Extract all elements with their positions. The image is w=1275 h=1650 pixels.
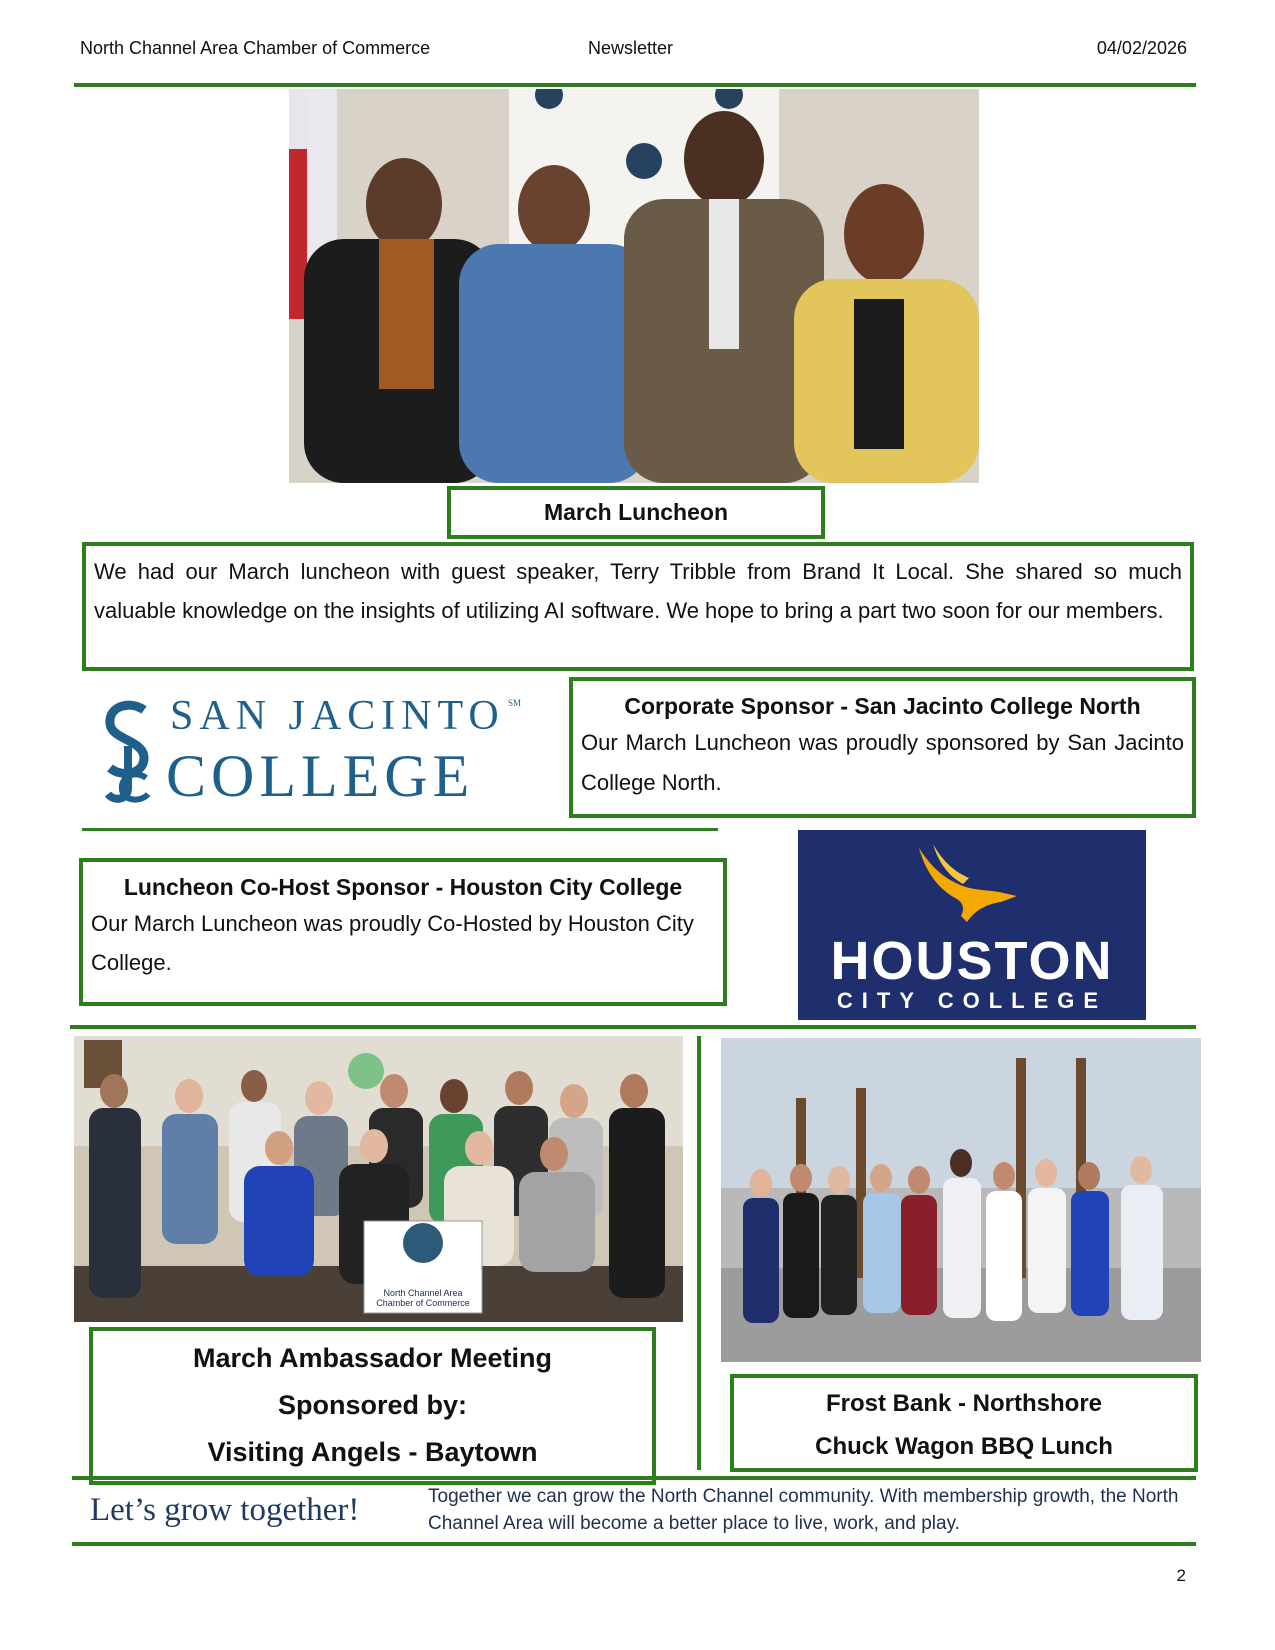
chamber-sign-line2: Chamber of Commerce — [376, 1298, 470, 1308]
frost-bank-box — [730, 1374, 1198, 1472]
cohost-sponsor-box — [79, 858, 727, 1006]
ambassador-photo — [74, 1036, 683, 1322]
corporate-sponsor-body: Our March Luncheon was proudly sponsored by San Jacinto College North. — [581, 730, 1184, 795]
sjc-logo — [100, 692, 540, 812]
vertical-divider — [697, 1036, 701, 1470]
luncheon-title: March Luncheon — [447, 486, 825, 539]
frost-bank-line1: Frost Bank - Northshore — [825, 1390, 1103, 1417]
ambassador-line2: Sponsored by: — [277, 1390, 467, 1420]
header-date: 04/02/2026 — [1096, 38, 1187, 58]
sjc-logo-line2: COLLEGE — [166, 743, 475, 809]
cohost-sponsor-body: Our March Luncheon was proudly Co-Hosted by Houston City College. — [91, 911, 694, 975]
footer-slogan: Let’s grow together! — [90, 1492, 360, 1528]
hcc-logo-line2: CITY COLLEGE — [836, 988, 1108, 1013]
ambassador-box — [89, 1327, 656, 1485]
section-rule-2 — [70, 1025, 1196, 1029]
footer-rule-top — [72, 1476, 1196, 1480]
hcc-logo — [798, 830, 1146, 1020]
chamber-sign — [364, 1288, 482, 1308]
corporate-sponsor-title: Corporate Sponsor - San Jacinto College North — [624, 693, 1141, 719]
section-rule — [82, 828, 718, 831]
frost-bank-line2: Chuck Wagon BBQ Lunch — [815, 1433, 1113, 1460]
luncheon-body: We had our March luncheon with guest speaker, Terry Tribble from Brand It Local. She shared so much valuable knowledge on the insights of utilizing AI software. We hope to bring a part two soon for our members. — [82, 542, 1194, 671]
header-org: North Channel Area Chamber of Commerce — [80, 38, 431, 58]
page-number: 2 — [1176, 1566, 1186, 1585]
sjc-monogram-icon — [100, 700, 156, 804]
eagle-icon — [913, 840, 1023, 930]
cohost-sponsor-title: Luncheon Co-Host Sponsor - Houston City College — [123, 874, 683, 900]
sjc-logo-mark: SM — [508, 698, 522, 708]
hcc-logo-line1: HOUSTON — [830, 931, 1114, 991]
corporate-sponsor-box — [569, 677, 1196, 818]
header-rule — [74, 83, 1196, 87]
sjc-logo-line1: SAN JACINTO — [170, 693, 505, 739]
chamber-sign-line1: North Channel Area — [383, 1288, 463, 1298]
ambassador-line3: Visiting Angels - Baytown — [207, 1437, 538, 1467]
header-doc-type: Newsletter — [588, 38, 674, 58]
ambassador-line1: March Ambassador Meeting — [192, 1343, 553, 1373]
frost-bank-photo — [721, 1038, 1201, 1362]
luncheon-photo — [289, 89, 979, 483]
footer-text: Together we can grow the North Channel community. With membership growth, the North Channel Area will become a better place to live, work, and play. — [428, 1486, 1179, 1534]
footer-rule-bottom — [72, 1542, 1196, 1546]
